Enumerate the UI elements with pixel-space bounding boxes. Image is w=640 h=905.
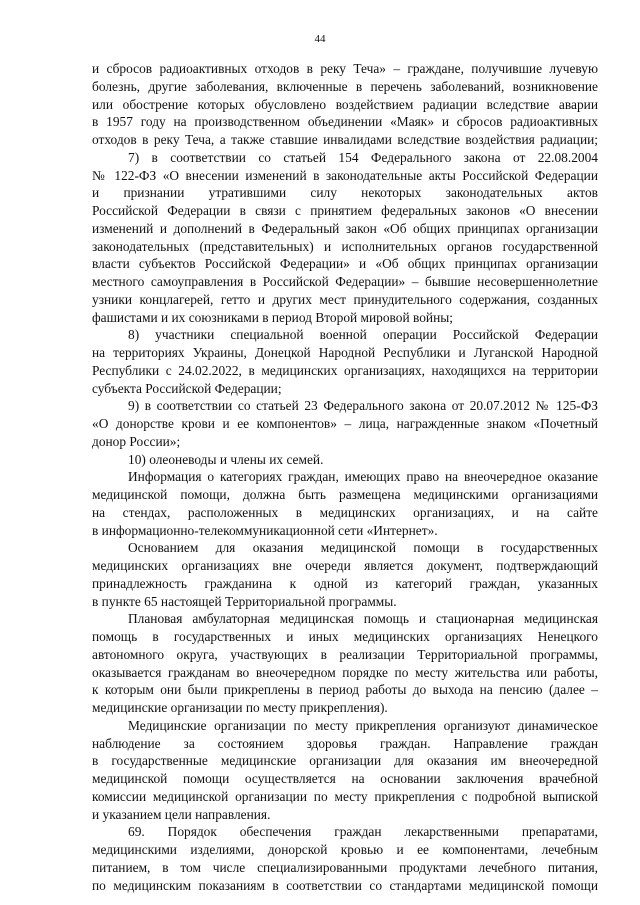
- text-line: «О донорстве крови и ее компонентов» – лица, награжденные знаком «Почетный: [92, 416, 598, 431]
- text-line: медицинских организациях вне очереди является документ, подтверждающий: [92, 558, 598, 573]
- text-line: медицинской помощи осуществляется на основании заключения врачебной: [92, 771, 598, 786]
- text-line: в государственные медицинские организации для оказания им внеочередной: [92, 753, 598, 769]
- text-line: 8) участники специальной военной операции Российской Федерации: [128, 327, 598, 343]
- text-line: власти субъектов Российской Федерации» и «Об общих принципах организации: [92, 256, 598, 272]
- text-line: Российской Федерации в связи с принятием федеральных законов «О внесении: [92, 203, 598, 218]
- text-line: 69. Порядок обеспечения граждан лекарственными препаратами,: [128, 824, 598, 840]
- text-line: к которым они были прикреплены в период работы до выхода на пенсию (далее –: [92, 682, 598, 698]
- text-line: отходов в реку Теча, а также ставшие инвалидами вследствие воздействия радиации;: [92, 132, 598, 147]
- text-line: автономного округа, участвующих в реализации Территориальной программы,: [92, 646, 598, 662]
- text-line: местного самоуправления в Российской Федерации» – бывшие несовершеннолетние: [92, 274, 598, 289]
- text-line: питанием, в том числе специализированными продуктами лечебного питания,: [92, 859, 598, 875]
- text-line: и указанием цели направления.: [92, 806, 271, 822]
- text-line: Плановая амбулаторная медицинская помощь и стационарная медицинская: [128, 611, 598, 627]
- text-line: наблюдение за состоянием здоровья граждан. Направление граждан: [92, 735, 598, 751]
- text-line: фашистами и их союзниками в период Второй мировой войны;: [92, 309, 453, 325]
- text-line: и сбросов радиоактивных отходов в реку Теча» – граждане, получившие лучевую: [92, 61, 598, 76]
- text-line: помощь в государственных и иных медицинских организациях Ненецкого: [92, 629, 598, 644]
- text-line: Основанием для оказания медицинской помощи в государственных: [128, 540, 598, 556]
- text-line: оказывается гражданам во внеочередном порядке по месту жительства или работы,: [92, 664, 598, 680]
- text-line: Медицинские организации по месту прикрепления организуют динамическое: [128, 717, 598, 733]
- text-line: медицинские организации по месту прикрепления).: [92, 700, 388, 715]
- text-line: узники концлагерей, гетто и других мест принудительного содержания, созданных: [92, 291, 598, 307]
- text-line: изменений и дополнений в Федеральный закон «Об общих принципах организации: [92, 220, 598, 236]
- document-body: [92, 60, 598, 894]
- text-line: 10) олеоневоды и члены их семей.: [128, 451, 324, 467]
- text-line: Республики с 24.02.2022, в медицинских организациях, находящихся на территории: [92, 362, 598, 378]
- text-line: Информация о категориях граждан, имеющих право на внеочередное оказание: [128, 469, 598, 485]
- text-line: болезнь, другие заболевания, включенные в перечень заболеваний, возникновение: [92, 78, 598, 94]
- text-line: донор России»;: [92, 433, 181, 449]
- text-line: на стендах, расположенных в медицинских организациях, и на сайте: [92, 504, 598, 520]
- text-line: в пункте 65 настоящей Территориальной программы.: [92, 593, 397, 609]
- text-line: на территориях Украины, Донецкой Народной Республики и Луганской Народной: [92, 345, 598, 360]
- text-line: 9) в соответствии со статьей 23 Федерального закона от 20.07.2012 № 125-ФЗ: [128, 398, 598, 414]
- text-line: комиссии медицинской организации по месту прикрепления с подробной выпиской: [92, 788, 598, 804]
- text-line: медицинскими изделиями, донорской кровью и ее компонентами, лечебным: [92, 842, 598, 857]
- text-line: и признании утратившими силу некоторых законодательных актов: [92, 185, 598, 201]
- text-line: в информационно-телекоммуникационной сети «Интернет».: [92, 522, 438, 538]
- text-line: по медицинским показаниям в соответствии со стандартами медицинской помощи: [92, 877, 598, 893]
- text-line: в 1957 году на производственном объединении «Маяк» и сбросов радиоактивных: [92, 114, 598, 130]
- text-line: субъекта Российской Федерации;: [92, 380, 282, 396]
- page-number: 44: [314, 33, 326, 45]
- text-line: № 122-ФЗ «О внесении изменений в законодательные акты Российской Федерации: [92, 167, 598, 183]
- text-line: 7) в соответствии со статьей 154 Федерального закона от 22.08.2004: [128, 149, 598, 165]
- text-line: или обострение которых обусловлено воздействием радиации вследствие аварии: [92, 96, 598, 112]
- text-line: медицинской помощи, должна быть размещена медицинскими организациями: [92, 487, 598, 502]
- text-line: принадлежность гражданина к одной из категорий граждан, указанных: [92, 575, 598, 591]
- text-line: законодательных (представительных) и исполнительных органов государственной: [92, 238, 598, 254]
